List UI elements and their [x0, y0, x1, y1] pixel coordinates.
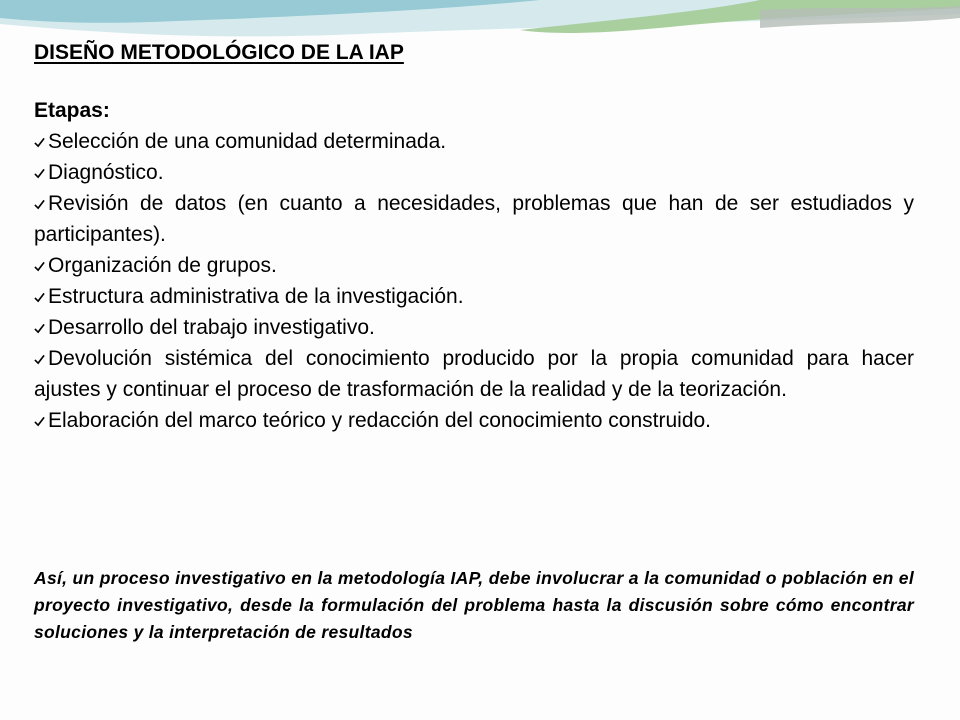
stage-text: Selección de una comunidad determinada. [48, 130, 447, 153]
list-item [34, 157, 914, 188]
stage-text: Revisión de datos (en cuanto a necesidades, problemas que han de ser estudiados y participantes). [34, 192, 914, 246]
slide-title: DISEÑO METODOLÓGICO DE LA IAP [34, 41, 404, 64]
checkmark-icon [34, 199, 45, 210]
list-item [34, 312, 914, 343]
checkmark-icon [34, 168, 45, 179]
stages-list [34, 126, 914, 436]
checkmark-icon [34, 137, 45, 148]
checkmark-icon [34, 292, 45, 303]
stage-text: Desarrollo del trabajo investigativo. [48, 316, 375, 339]
checkmark-icon [34, 261, 45, 272]
stage-text: Devolución sistémica del conocimiento producido por la propia comunidad para hacer ajustes y continuar el proceso de trasformación de la realidad y de la teorización. [34, 347, 914, 401]
slide-content [34, 40, 914, 436]
stage-text: Estructura administrativa de la investigación. [48, 285, 464, 308]
list-item [34, 343, 914, 405]
stage-text: Organización de grupos. [48, 254, 277, 277]
conclusion-paragraph: Así, un proceso investigativo en la metodología IAP, debe involucrar a la comunidad o población en el proyecto investigativo, desde la formulación del problema hasta la discusión sobre cómo encontrar soluciones y la interpretación de resultados [34, 567, 914, 642]
stages-heading: Etapas: [34, 99, 110, 122]
wave-gray-band [760, 6, 960, 28]
checkmark-icon [34, 416, 45, 427]
list-item [34, 250, 914, 281]
checkmark-icon [34, 354, 45, 365]
checkmark-icon [34, 323, 45, 334]
list-item [34, 188, 914, 250]
stage-text: Elaboración del marco teórico y redacción del conocimiento construido. [48, 409, 712, 432]
list-item [34, 281, 914, 312]
list-item [34, 126, 914, 157]
list-item [34, 405, 914, 436]
stage-text: Diagnóstico. [48, 161, 164, 184]
